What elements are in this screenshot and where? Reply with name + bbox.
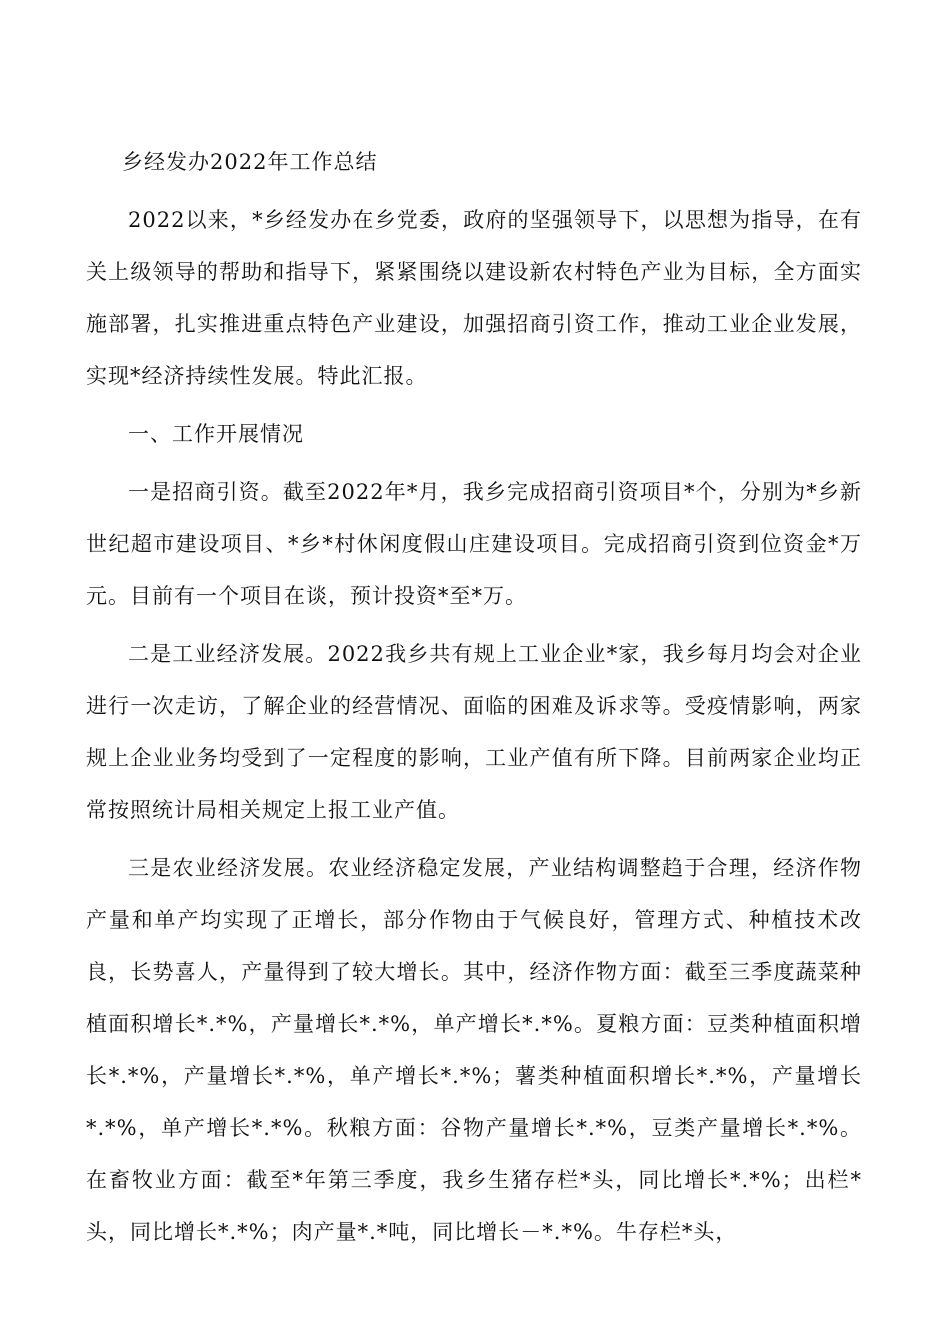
- section-heading: 一、工作开展情况: [128, 422, 304, 446]
- intro-paragraph: 2022以来，*乡经发办在乡党委，政府的坚强领导下，以思想为指导，在有关上级领导的帮助和指导下，紧紧围绕以建设新农村特色产业为目标，全方面实施部署，扎实推进重点特色产业建设，加强招商引资工作，推动工业企业发展，实现*经济持续性发展。特此汇报。: [86, 208, 862, 388]
- paragraph-investment: 一是招商引资。截至2022年*月，我乡完成招商引资项目*个，分别为*乡新世纪超市建设项目、*乡*村休闲度假山庄建设项目。完成招商引资到位资金*万元。目前有一个项目在谈，预计投资*至*万。: [86, 480, 862, 608]
- document-title: 乡经发办2022年工作总结: [122, 150, 378, 174]
- paragraph-agriculture: 三是农业经济发展。农业经济稳定发展，产业结构调整趋于合理，经济作物产量和单产均实现了正增长，部分作物由于气候良好，管理方式、种植技术改良，长势喜人，产量得到了较大增长。其中，经济作物方面：截至三季度蔬菜种植面积增长*.*%，产量增长*.*%，单产增长*.*%。夏粮方面：豆类种植面积增长*.*%，产量增长*.*%，单产增长*.*%；薯类种植面积增长*.*%，产量增长*.*%，单产增长*.*%。秋粮方面：谷物产量增长*.*%，豆类产量增长*.*%。在畜牧业方面：截至*年第三季度，我乡生猪存栏*头，同比增长*.*%；出栏*头，同比增长*.*%；肉产量*.*吨，同比增长－*.*%。牛存栏*头，: [86, 856, 862, 1244]
- paragraph-industry: 二是工业经济发展。2022我乡共有规上工业企业*家，我乡每月均会对企业进行一次走访，了解企业的经营情况、面临的困难及诉求等。受疫情影响，两家规上企业业务均受到了一定程度的影响，工业产值有所下降。目前两家企业均正常按照统计局相关规定上报工业产值。: [86, 642, 862, 822]
- document-body: [86, 136, 862, 1258]
